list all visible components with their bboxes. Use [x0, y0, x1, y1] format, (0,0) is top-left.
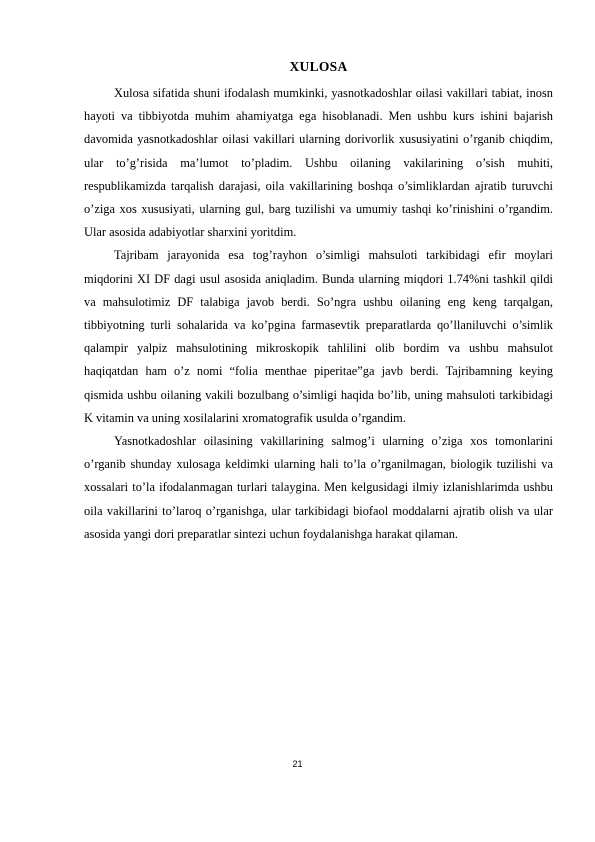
paragraph-experiment: Tajribam jarayonida esa tog’rayhon o’simligi mahsuloti tarkibidagi efir moylari miqdorini XI DF dagi usul asosida aniqladim. Bunda ularning miqdori 1.74%ni tashkil qildi va mahsulotimiz DF talabiga javob berdi. So’ngra ushbu oilaning eng keng tarqalgan, tibbiyotning turli sohalarida va ko’pgina farmasevtik preparatlarda qo’llaniluvchi o’simlik qalampir yalpiz mahsulotining mikroskopik tahlilini olib bordim va ushbu mahsulot haqiqatdan ham o’z nomi “folia menthae piperitae”ga javb berdi. Tajribamning keying qismida ushbu oilaning vakili bozulbang o’simligi haqida bo’lib, uning mahsuloti tarkibidagi K vitamin va uning xosilalarini xromatografik usulda o’rgandim.: [84, 248, 553, 425]
page-footer: [0, 758, 595, 770]
page-number: 21: [292, 759, 303, 769]
section-title: XULOSA: [289, 59, 348, 74]
paragraph-summary: Xulosa sifatida shuni ifodalash mumkinki, yasnotkadoshlar oilasi vakillari tabiat, inosn hayoti va tibbiyotda muhim ahamiyatga ega hisoblanadi. Men ushbu kurs ishini bajarish davomida yasnotkadoshlar oilasi vakillari ularning dorivorlik xususiyatini o’rganib chiqdim, ular to’g’risida ma’lumot to’pladim. Ushbu oilaning vakilarining o’sish muhiti, respublikamizda tarqalish darajasi, oila vakillarining boshqa o’simliklardan ajratib turuvchi o’ziga xos xususiyati, ularning gul, barg tuzilishi va umumiy tashqi ko’rinishini o’rgandim. Ular asosida adabiyotlar sharxini yoritdim.: [84, 86, 553, 240]
body-text: [84, 82, 553, 546]
paragraph-conclusion: Yasnotkadoshlar oilasining vakillarining salmog’i ularning o’ziga xos tomonlarini o’rganib shunday xulosaga keldimki ularning hali to’la o’rganilmagan, biologik tuzilishi va xossalari to’la ifodalanmagan turlari talaygina. Men kelgusidagi ilmiy izlanishlarimda ushbu oila vakillarini to’laroq o’rganishga, ular tarkibidagi biofaol moddalarni ajratib olish va ular asosida yangi dori preparatlar sintezi uchun foydalanishga harakat qilaman.: [84, 434, 553, 541]
